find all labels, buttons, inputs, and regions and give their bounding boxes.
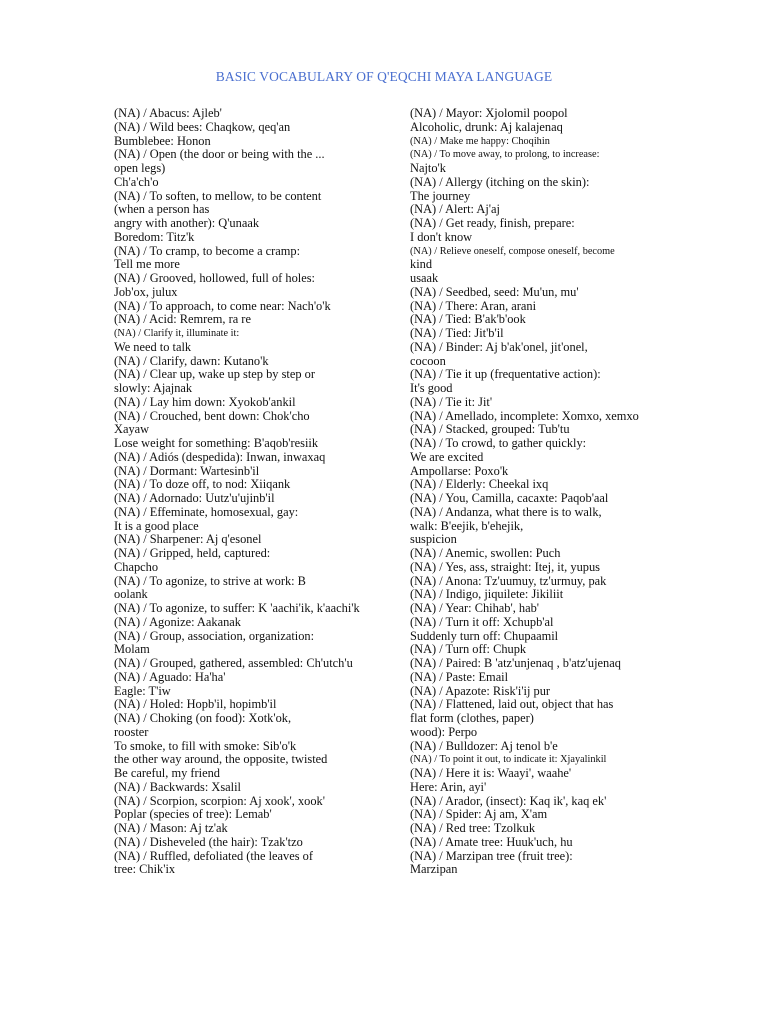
vocabulary-entry-line: (NA) / Gripped, held, captured: (114, 546, 271, 560)
vocabulary-entry-line: (NA) / Tie it up (frequentative action): (410, 367, 601, 382)
vocabulary-entry-line: (NA) / Anona: Tz'uumuy, tz'urmuy, pak (410, 573, 607, 588)
vocabulary-entry-line: flat form (clothes, paper) (410, 711, 534, 725)
vocabulary-entry-line: (NA) / To point it out, to indicate it: Xjayalinkil (410, 754, 607, 766)
vocabulary-column-left (114, 107, 394, 877)
vocabulary-entry-line: (NA) / Crouched, bent down: Chok'cho (114, 408, 310, 423)
vocabulary-entry-line: (NA) / Backwards: Xsalil (114, 779, 241, 794)
vocabulary-entry-line: (NA) / Stacked, grouped: Tub'tu (410, 422, 570, 437)
vocabulary-entry-line: (NA) / Wild bees: Chaqkow, qeq'an (114, 119, 291, 134)
vocabulary-entry-line: (NA) / Bulldozer: Aj tenol b'e (410, 738, 558, 753)
vocabulary-entry-line: rooster (114, 724, 149, 739)
vocabulary-entry-line: (NA) / Adornado: Uutz'u'ujinb'il (114, 491, 275, 505)
vocabulary-entry-line: (NA) / Clarify it, illuminate it: (114, 328, 240, 339)
vocabulary-entry-line: (NA) / Apazote: Risk'i'ij pur (410, 683, 551, 698)
vocabulary-entry-line: (NA) / Adiós (despedida): Inwan, inwaxaq (114, 449, 326, 464)
vocabulary-entry-line: (NA) / Spider: Aj am, X'am (410, 807, 548, 822)
vocabulary-entry-line: Molam (114, 642, 150, 657)
vocabulary-entry-line: Poplar (species of tree): Lemab' (114, 807, 272, 822)
vocabulary-entry-line: tree: Chik'ix (114, 862, 176, 877)
vocabulary-entry-line: Boredom: Titz'k (114, 229, 195, 244)
vocabulary-entry-line: cocoon (410, 353, 446, 368)
vocabulary-entry-line: Xayaw (114, 422, 150, 437)
page-title: BASIC VOCABULARY OF Q'EQCHI MAYA LANGUAGE (215, 69, 553, 84)
vocabulary-entry-line: (NA) / There: Aran, arani (410, 298, 537, 313)
vocabulary-entry-line: (NA) / Amellado, incomplete: Xomxo, xemxo (410, 408, 639, 423)
vocabulary-entry-line: (NA) / Choking (on food): Xotk'ok, (114, 711, 292, 725)
vocabulary-entry-line: Eagle: T'iw (114, 683, 171, 698)
vocabulary-entry-line: (NA) / Lay him down: Xyokob'ankil (114, 394, 296, 409)
vocabulary-entry-line: (NA) / To crowd, to gather quickly: (410, 436, 587, 450)
vocabulary-entry-line: (NA) / Ruffled, defoliated (the leaves of (114, 848, 313, 863)
vocabulary-entry-line: (NA) / Flattened, laid out, object that has (410, 697, 614, 712)
vocabulary-entry-line: open legs) (114, 161, 166, 175)
vocabulary-entry-line: We need to talk (114, 339, 192, 354)
vocabulary-entry-line: walk: B'eejik, b'ehejik, (410, 518, 524, 533)
vocabulary-entry-line: (NA) / Disheveled (the hair): Tzak'tzo (114, 834, 303, 849)
vocabulary-entry-line: suspicion (410, 532, 457, 547)
vocabulary-entry-line: (NA) / Red tree: Tzolkuk (410, 821, 536, 835)
vocabulary-entry-line: (NA) / Seedbed, seed: Mu'un, mu' (410, 284, 579, 299)
vocabulary-entry-line: (NA) / Group, association, organization: (114, 628, 315, 643)
vocabulary-entry-line: (NA) / Mayor: Xjolomil poopol (410, 106, 568, 120)
vocabulary-entry-line: (NA) / Turn off: Chupk (410, 642, 527, 657)
vocabulary-entry-line: (NA) / Scorpion, scorpion: Aj xook', xook' (114, 793, 325, 808)
vocabulary-entry-line: (NA) / Allergy (itching on the skin): (410, 174, 590, 189)
vocabulary-entry-line: (NA) / Alert: Aj'aj (410, 202, 500, 217)
vocabulary-entry-line: wood): Perpo (410, 724, 478, 739)
vocabulary-entry-line: (NA) / Clear up, wake up step by step or (114, 367, 315, 382)
vocabulary-entry-line: It is a good place (114, 518, 199, 533)
vocabulary-entry-line: (NA) / Binder: Aj b'ak'onel, jit'onel, (410, 339, 588, 354)
vocabulary-entry-line: (NA) / Yes, ass, straight: Itej, it, yupus (410, 559, 600, 574)
vocabulary-entry-line: (NA) / To doze off, to nod: Xiiqank (114, 477, 291, 492)
vocabulary-entry-line: (NA) / To move away, to prolong, to increase: (410, 149, 600, 161)
vocabulary-entry-line: (NA) / To cramp, to become a cramp: (114, 243, 301, 258)
vocabulary-column-right (410, 107, 710, 877)
vocabulary-entry-line: Job'ox, julux (114, 284, 178, 299)
vocabulary-entry-line: (NA) / Open (the door or being with the ... (114, 147, 325, 162)
vocabulary-entry-line: Here: Arin, ayi' (410, 779, 487, 794)
vocabulary-entry-line: angry with another): Q'unaak (114, 216, 260, 230)
vocabulary-entry-line: (NA) / Grouped, gathered, assembled: Ch'utch'u (114, 656, 353, 670)
vocabulary-entry-line: (NA) / You, Camilla, cacaxte: Paqob'aal (410, 491, 609, 505)
vocabulary-entry-line: (NA) / Indigo, jiquilete: Jikiliit (410, 587, 564, 602)
vocabulary-entry-line: the other way around, the opposite, twisted (114, 752, 328, 767)
vocabulary-entry-line: Suddenly turn off: Chupaamil (410, 628, 559, 643)
vocabulary-entry-line: (NA) / Sharpener: Aj q'esonel (114, 532, 262, 547)
vocabulary-entry-line: (NA) / Aguado: Ha'ha' (114, 669, 226, 684)
vocabulary-entry-line: Lose weight for something: B'aqob'resiik (114, 436, 319, 450)
vocabulary-entry-line: (NA) / Tied: B'ak'b'ook (410, 312, 526, 327)
vocabulary-entry-line: (NA) / Grooved, hollowed, full of holes: (114, 271, 315, 285)
vocabulary-entry-line: Tell me more (114, 257, 180, 272)
vocabulary-entry-line: (NA) / Acid: Remrem, ra re (114, 312, 251, 327)
vocabulary-entry-line: (NA) / Turn it off: Xchupb'al (410, 614, 554, 629)
vocabulary-entry-line: (NA) / To agonize, to suffer: K 'aachi'ik, k'aachi'k (114, 601, 360, 615)
vocabulary-entry-line: (NA) / Arador, (insect): Kaq ik', kaq ek' (410, 793, 607, 808)
vocabulary-entry-line: Ampollarse: Poxo'k (410, 463, 509, 478)
vocabulary-entry-line: (NA) / Mason: Aj tz'ak (114, 821, 228, 835)
vocabulary-entry-line: kind (410, 257, 433, 272)
vocabulary-entry-line: The journey (410, 188, 471, 203)
vocabulary-entry-line: (NA) / Agonize: Aakanak (114, 614, 241, 629)
vocabulary-entry-line: Be careful, my friend (114, 766, 220, 780)
vocabulary-entry-line: (NA) / Clarify, dawn: Kutano'k (114, 353, 269, 368)
vocabulary-entry-line: It's good (410, 381, 453, 395)
vocabulary-entry-line: (NA) / Relieve oneself, compose oneself, become (410, 245, 615, 257)
vocabulary-entry-line: (NA) / Year: Chihab', hab' (410, 601, 540, 615)
vocabulary-entry-line: (NA) / Tie it: Jit' (410, 394, 493, 409)
vocabulary-entry-line: (NA) / Here it is: Waayi', waahe' (410, 766, 572, 780)
vocabulary-entry-line: (NA) / Get ready, finish, prepare: (410, 216, 575, 230)
vocabulary-entry-line: (NA) / Make me happy: Choqihin (410, 135, 550, 147)
vocabulary-entry-line: Chapcho (114, 559, 159, 574)
vocabulary-entry-line: usaak (410, 271, 439, 285)
vocabulary-entry-line: (NA) / Abacus: Ajleb' (114, 106, 222, 120)
vocabulary-entry-line: (NA) / To approach, to come near: Nach'o'k (114, 298, 331, 313)
vocabulary-entry-line: (NA) / Holed: Hopb'il, hopimb'il (114, 697, 277, 712)
vocabulary-entry-line: Alcoholic, drunk: Aj kalajenaq (410, 119, 563, 134)
vocabulary-entry-line: I don't know (410, 229, 473, 244)
vocabulary-entry-line: (NA) / Marzipan tree (fruit tree): (410, 848, 573, 863)
vocabulary-entry-line: We are excited (410, 449, 484, 464)
vocabulary-entry-line: (NA) / Effeminate, homosexual, gay: (114, 504, 299, 519)
vocabulary-entry-line: (NA) / To soften, to mellow, to be content (114, 188, 322, 203)
vocabulary-entry-line: (NA) / To agonize, to strive at work: B (114, 573, 306, 588)
vocabulary-entry-line: Najto'k (410, 161, 446, 175)
vocabulary-entry-line: (NA) / Anemic, swollen: Puch (410, 546, 561, 560)
vocabulary-entry-line: oolank (114, 587, 148, 602)
vocabulary-entry-line: Ch'a'ch'o (114, 174, 159, 189)
vocabulary-entry-line: slowly: Ajajnak (114, 381, 193, 395)
vocabulary-entry-line: To smoke, to fill with smoke: Sib'o'k (114, 738, 297, 753)
vocabulary-entry-line: (when a person has (114, 202, 210, 217)
vocabulary-entry-line: Marzipan (410, 862, 458, 877)
vocabulary-entry-line: (NA) / Andanza, what there is to walk, (410, 504, 602, 519)
vocabulary-entry-line: (NA) / Amate tree: Huuk'uch, hu (410, 834, 573, 849)
vocabulary-entry-line: (NA) / Paste: Email (410, 669, 509, 684)
vocabulary-entry-line: Bumblebee: Honon (114, 133, 211, 148)
vocabulary-entry-line: (NA) / Elderly: Cheekal ixq (410, 477, 549, 492)
vocabulary-entry-line: (NA) / Dormant: Wartesinb'il (114, 463, 260, 478)
vocabulary-entry-line: (NA) / Paired: B 'atz'unjenaq , b'atz'ujenaq (410, 656, 621, 670)
vocabulary-entry-line: (NA) / Tied: Jit'b'il (410, 326, 504, 340)
